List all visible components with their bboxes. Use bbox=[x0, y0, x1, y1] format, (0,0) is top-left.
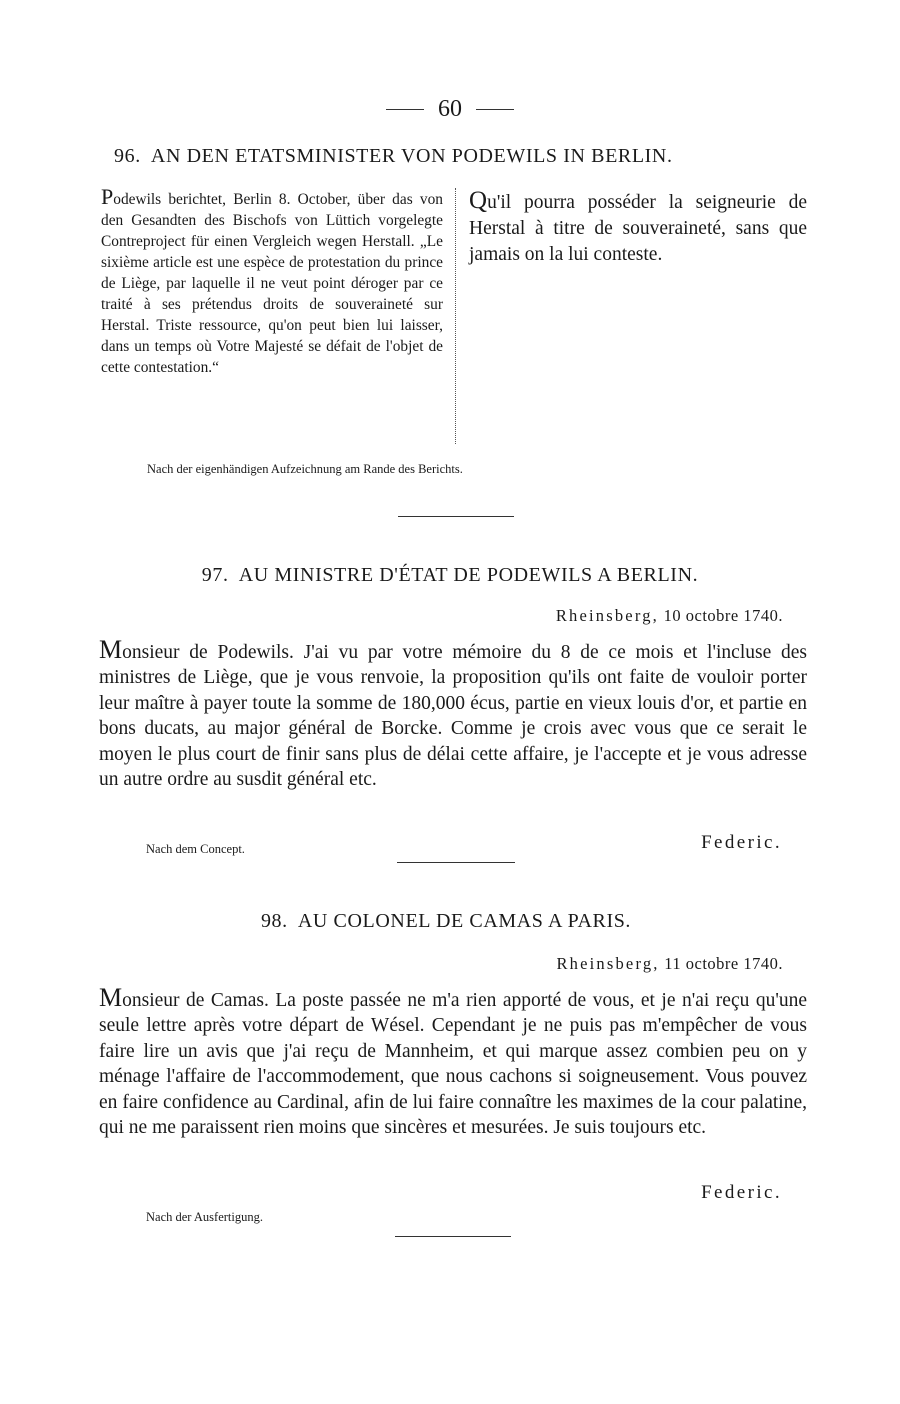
header-rule-right bbox=[476, 109, 514, 110]
page-header bbox=[0, 96, 900, 123]
place: Rheinsberg, bbox=[555, 606, 660, 625]
letter-98-signature: Federic. bbox=[701, 1182, 782, 1203]
date: 10 octobre 1740. bbox=[663, 606, 783, 625]
letter-98-source-note: Nach der Ausfertigung. bbox=[146, 1210, 263, 1224]
letter-97-heading bbox=[0, 564, 900, 587]
letter-97-signature: Federic. bbox=[701, 832, 782, 853]
letter-98-body bbox=[99, 985, 807, 1140]
letter-96-source-note: Nach der eigenhändigen Aufzeichnung am Rande des Berichts. bbox=[147, 462, 463, 476]
right-column-text: u'il pourra posséder la seigneurie de Herstal à titre de souveraineté, sans que jamais on la lui conteste. bbox=[469, 192, 807, 265]
drop-initial: M bbox=[99, 635, 123, 664]
drop-initial: M bbox=[99, 983, 123, 1012]
letter-97-dateline bbox=[556, 606, 783, 626]
section-rule bbox=[397, 862, 515, 863]
header-rule-left bbox=[386, 109, 424, 110]
letter-title: AU COLONEL DE CAMAS A PARIS. bbox=[297, 910, 632, 932]
letter-number: 96. bbox=[114, 145, 141, 167]
letter-96-right-column bbox=[469, 188, 807, 268]
date: 11 octobre 1740. bbox=[664, 954, 783, 973]
section-rule bbox=[398, 516, 514, 517]
letter-title: AN DEN ETATSMINISTER VON PODEWILS IN BERLIN. bbox=[150, 145, 673, 167]
drop-initial: Q bbox=[469, 187, 488, 214]
letter-number: 97. bbox=[201, 564, 229, 586]
left-column-text: odewils berichtet, Berlin 8. October, über das von den Gesandten des Bischofs von Lüttich vorgelegte Contreproject für einen Vergleich wegen Herstall. „Le sixième article est une espèce de protestation du prince de Liège, par laquelle il ne veut point déroger par ce traité à ses prétendus droits de souveraineté sur Herstal. Triste ressource, qu'on peut bien lui laisser, dans un temps où Votre Majesté se défait de l'objet de cette contestation.“ bbox=[101, 191, 443, 376]
section-rule bbox=[395, 1236, 511, 1237]
letter-98-dateline bbox=[556, 954, 783, 974]
letter-98-heading bbox=[0, 910, 896, 933]
letter-97-body bbox=[99, 637, 807, 792]
letter-97-source-note: Nach dem Concept. bbox=[146, 842, 245, 856]
letter-96-left-column bbox=[101, 186, 443, 378]
column-divider bbox=[455, 188, 456, 444]
letter-title: AU MINISTRE D'ÉTAT DE PODEWILS A BERLIN. bbox=[238, 564, 699, 586]
body-text: onsieur de Podewils. J'ai vu par votre mémoire du 8 de ce mois et l'incluse des ministres de Liège, que je vous renvoie, la proposition qu'ils ont faite de vouloir porter leur maître à payer toute la somme de 180,000 écus, partie en vieux louis d'or, et partie en bons ducats, au major général de Borcke. Comme je crois avec vous que ce serait le moyen le plus court de finir sans plus de délai cette affaire, je l'accepte et je vous adresse un autre ordre au susdit général etc. bbox=[99, 642, 807, 791]
page-number: 60 bbox=[438, 96, 462, 122]
drop-initial: P bbox=[101, 184, 114, 209]
letter-96-heading bbox=[114, 145, 673, 168]
place: Rheinsberg, bbox=[556, 954, 660, 973]
body-text: onsieur de Camas. La poste passée ne m'a rien apporté de vous, et je n'ai reçu qu'une seule lettre après votre départ de Wésel. Cependant je ne puis pas m'empêcher de vous faire lire un avis que j'ai reçu de Mannheim, et qui marque assez combien peu on y ménage l'affaire de l'accommodement, que nous cachons si soigneusement. Vous pouvez en faire confidence au Cardinal, afin de lui faire connaître les maximes de la cour palatine, qui ne me paraissent rien moins que sincères et mesurées. Je suis toujours etc. bbox=[99, 990, 807, 1139]
letter-number: 98. bbox=[260, 910, 288, 932]
